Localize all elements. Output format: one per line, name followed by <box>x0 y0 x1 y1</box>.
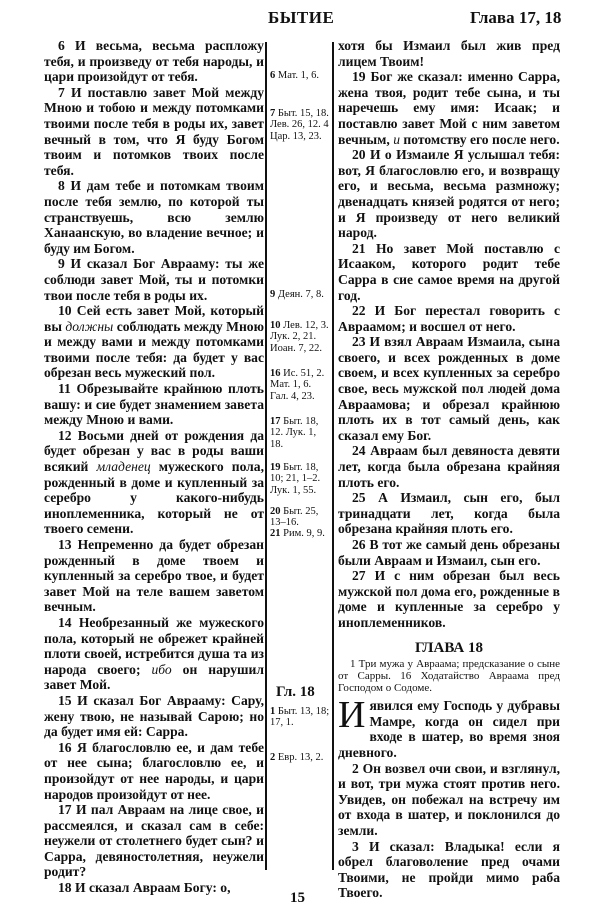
column-divider-right <box>332 42 334 870</box>
verse-17: 17 И пал Авраам на лице свое, и рассмеялся, и сказал сам в себе: неужели от столетнего будет сын? и Сарра, девяностолетняя, неужели родит? <box>44 802 264 880</box>
verse-19: 19 Бог же сказал: именно Сарра, жена твоя, родит тебе сына, и ты наречешь ему имя: Исаак; и поставлю завет Мой с ним заветом вечным, и потомству его после него. <box>338 69 560 147</box>
verse-16: 16 Я благословлю ее, и дам тебе от нее сына; благословлю ее, и произойдут от нее народы, и цари народов произойдут от нее. <box>44 739 264 802</box>
verse-18-continuation: хотя бы Измаил был жив пред лицем Твоим! <box>338 38 560 69</box>
verse-20: 20 И о Измаиле Я услышал тебя: вот, Я благословлю его, и возвращу его, и весьма, весьма размножу; двенадцать князей родятся от него; и Я произведу от него великий народ. <box>338 147 561 241</box>
verse-14: 14 Необрезанный же мужеского пола, который не обрежет крайней плоти своей, истребится душа та из народа своего; ибо он нарушил завет Мой. <box>44 614 264 693</box>
verse-18: 18 И сказал Авраам Богу: о, <box>58 880 231 896</box>
verse-26: 26 В тот же самый день обрезаны были Авраам и Измаил, сын его. <box>338 537 560 568</box>
verse-12: 12 Восьми дней от рождения да будет обрезан у вас в роды ваши всякий младенец мужеского пола, рожденный в доме и купленный за серебро у какого-нибудь иноплеменника, который не от твоего семени. <box>44 427 265 537</box>
cross-ref-21: 21 Рим. 9, 9. <box>270 528 325 539</box>
cross-ref-17: 17 Быт. 18, 12. Лук. 1, 18. <box>270 416 319 450</box>
verse-27: 27 И с ним обрезан был весь мужской пол дома его, рожденные в доме и купленные за серебро у иноплеменников. <box>338 568 560 630</box>
cross-ref-6: 6 Мат. 1, 6. <box>270 70 320 81</box>
chapter-18-heading: ГЛАВА 18 <box>415 639 483 656</box>
cross-ref-chapter-label: Гл. 18 <box>276 684 315 700</box>
left-text-column <box>44 38 264 896</box>
verse-22: 22 И Бог перестал говорить с Авраамом; и восшел от него. <box>338 303 560 334</box>
cross-ref-20: 20 Быт. 25, 13–16. <box>270 506 319 529</box>
chapter-18-summary: 1 Три мужа у Авраама; предсказание о сыне от Сарры. 16 Ходатайство Авраама пред Господом о Содоме. <box>338 658 560 695</box>
verse-11: 11 Обрезывайте крайнюю плоть вашу: и сие будет знамением завета между Мною и вами. <box>44 381 264 428</box>
verse-24: 24 Авраам был девяноста девяти лет, когда была обрезана крайняя плоть его. <box>338 443 560 490</box>
verse-8: 8 И дам тебе и потомкам твоим после тебя землю, по которой ты странствуешь, всю землю Ханаанскую, во владение вечное; и буду им Богом. <box>44 178 265 256</box>
cross-ref-ch18-1: 1 Быт. 13, 18; 17, 1. <box>270 706 330 729</box>
verse-15: 15 И сказал Бог Аврааму: Сару, жену твою, не называй Сарою; но да будет имя ей: Сарра. <box>44 692 264 740</box>
cross-ref-19: 19 Быт. 18, 10; 21, 1–2. Лук. 1, 55. <box>270 462 321 496</box>
verse-6: 6 И весьма, весьма распложу тебя, и произведу от тебя народы, и цари произойдут от тебя. <box>44 38 264 85</box>
right-text-column <box>338 38 560 901</box>
ch18-verse-3: 3 И сказал: Владыка! если я обрел благоволение пред очами Твоими, не пройди мимо раба Твоего. <box>338 838 560 901</box>
book-title: БЫТИЕ <box>268 8 335 27</box>
verse-7: 7 И поставлю завет Мой между Мною и тобою и между потомками твоими после тебя в роды их, завет вечный в том, что Я буду Богом твоим и потомков твоих после тебя. <box>44 84 265 178</box>
cross-ref-9: 9 Деян. 7, 8. <box>270 289 324 300</box>
page-number: 15 <box>290 890 305 906</box>
ch18-verse-1: Иявился ему Господь у дубравы Мамре, когда он сидел при входе в шатер, во время зноя дневного. <box>338 694 560 760</box>
cross-ref-ch18-2: 2 Евр. 13, 2. <box>270 752 324 763</box>
verse-25: 25 А Измаил, сын его, был тринадцати лет, когда была обрезана крайняя плоть его. <box>338 490 560 537</box>
cross-ref-10: 10 Лев. 12, 3. Лук. 2, 21. Иоан. 7, 22. <box>270 320 329 354</box>
chapter-label: Глава 17, 18 <box>470 8 562 27</box>
drop-cap: И <box>338 694 366 737</box>
ch18-verse-2: 2 Он возвел очи свои, и взглянул, и вот, три мужа стоят против него. Увидев, он побежал на встречу им от входа в шатер, и поклонился до земли. <box>338 760 561 838</box>
cross-ref-7: 7 Быт. 15, 18. Лев. 26, 12. 4 Цар. 13, 23. <box>270 108 329 142</box>
verse-9: 9 И сказал Бог Аврааму: ты же соблюди завет Мой, ты и потомки твои после тебя в роды их. <box>44 256 264 303</box>
cross-ref-16: 16 Ис. 51, 2. Мат. 1, 6. Гал. 4, 23. <box>270 368 325 402</box>
column-divider-left <box>265 42 267 870</box>
verse-23: 23 И взял Авраам Измаила, сына своего, и всех рожденных в доме своем, и всех купленных за серебро свое, весь мужской пол людей дома Авраамова; и обрезал крайнюю плоть их в тот самый день, как сказал ему Бог. <box>338 334 560 443</box>
verse-13: 13 Непременно да будет обрезан рожденный в доме твоем и купленный за серебро твое, и будет завет Мой на теле вашем заветом вечным. <box>44 537 264 615</box>
verse-21: 21 Но завет Мой поставлю с Исааком, которого родит тебе Сарра в сие самое время на другой год. <box>338 240 560 303</box>
verse-10: 10 Сей есть завет Мой, который вы должны соблюдать между Мною и между вами и между потомками твоими после тебя: да будет у вас обрезан весь мужеский пол. <box>44 303 264 381</box>
